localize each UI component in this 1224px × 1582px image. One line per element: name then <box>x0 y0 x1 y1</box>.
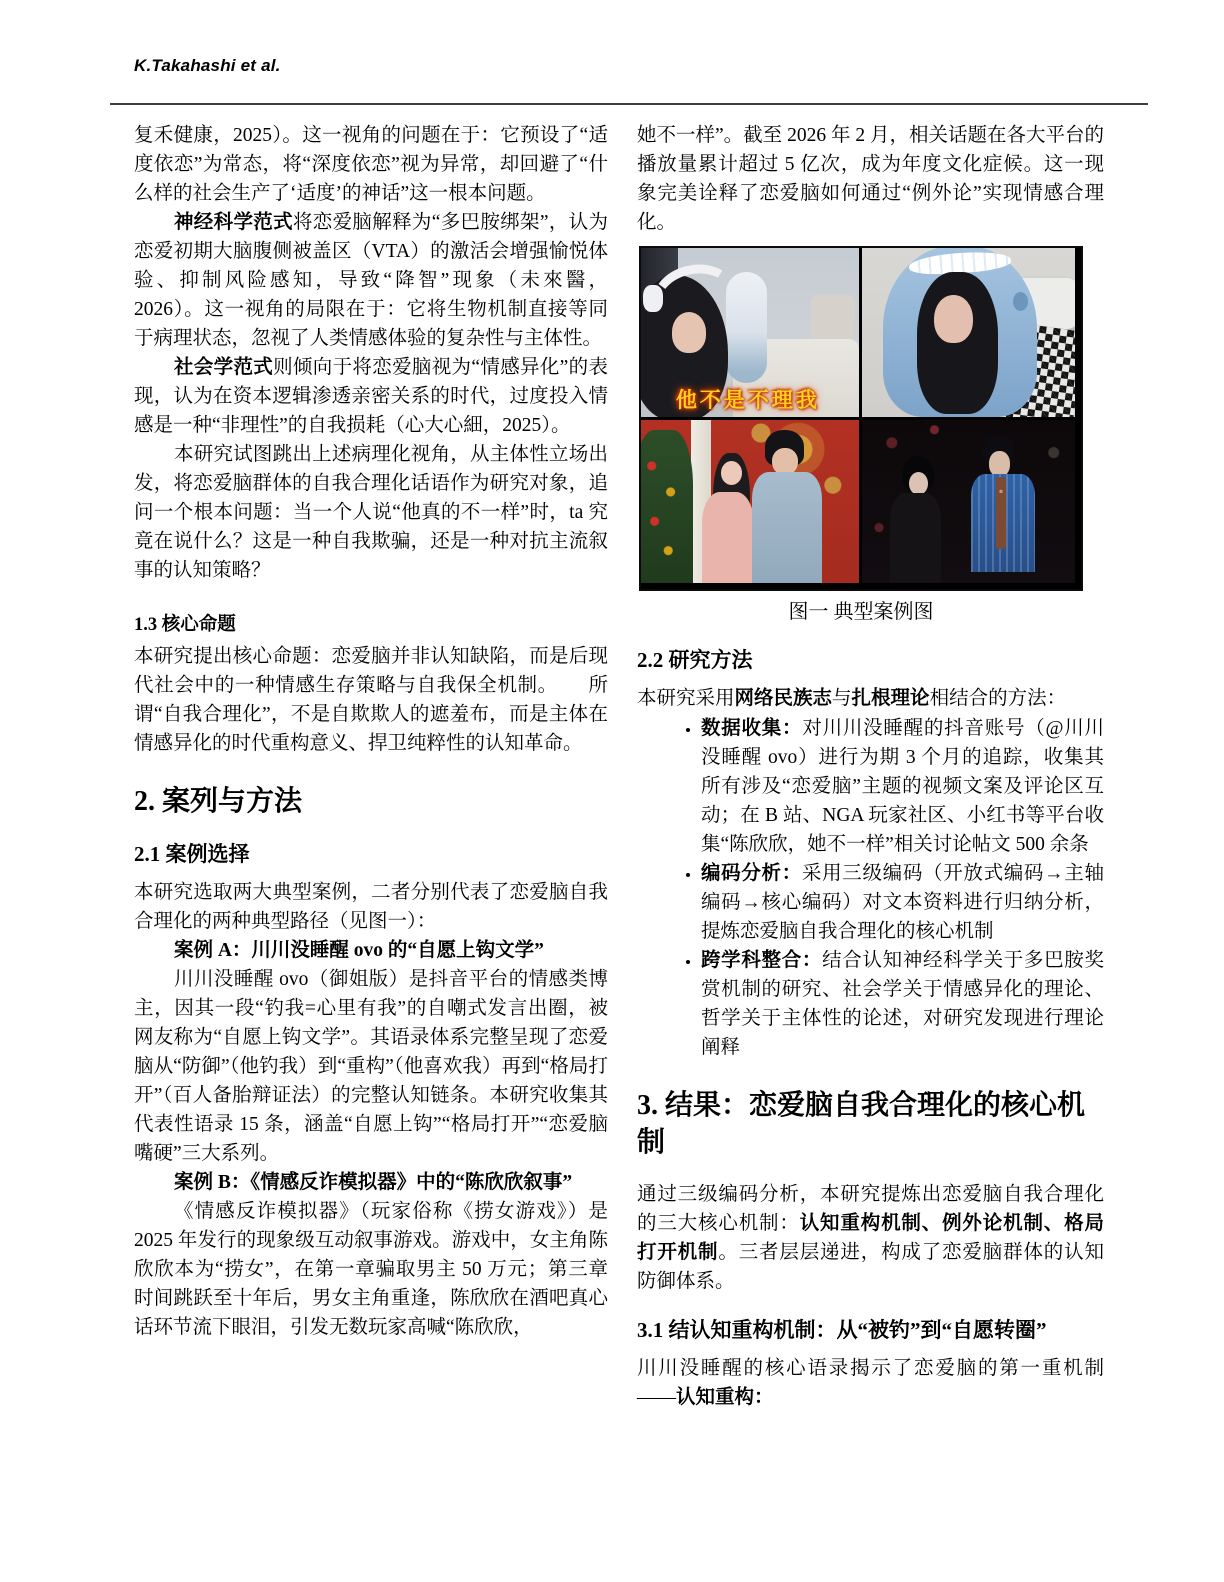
right-column <box>637 121 1104 1412</box>
bullet-data-collection: • 数据收集：对川川没睡醒的抖音账号（@川川没睡醒 ovo）进行为期 3 个月的追踪，收集其所有涉及“恋爱脑”主题的视频文案及评论区互动；在 B 站、NGA 玩家社区、小红书等平台收集“陈欣欣，她不一样”相关讨论帖文 500 余条 <box>701 714 1104 859</box>
para-sociology-paradigm: 社会学范式则倾向于将恋爱脑视为“情感异化”的表现，认为在资本逻辑渗透亲密关系的时代，过度投入情感是一种“非理性”的自我损耗（心大心細，2025）。 <box>134 357 608 436</box>
para-neuroscience-paradigm: 神经科学范式将恋爱脑解释为“多巴胺绑架”，认为恋爱初期大脑腹侧被盖区（VTA）的激活会增强愉悦体验、抑制风险感知，导致“降智”现象（未來醫，2026）。这一视角的局限在于：它将生物机制直接等同于病理状态，忽视了人类情感体验的复杂性与主体性。 <box>134 212 608 349</box>
para-continuation-top-left: 复禾健康，2025）。这一视角的问题在于：它预设了“适度依恋”为常态，将“深度依恋”视为异常，却回避了“什么样的社会生产了‘适度’的神话”这一根本问题。 <box>134 125 608 204</box>
para-first-mechanism: 川川没睡醒的核心语录揭示了恋爱脑的第一重机制——认知重构： <box>637 1358 1104 1408</box>
running-head-author: K.Takahashi et al. <box>134 56 281 75</box>
right-column-blocks-top <box>637 121 1104 237</box>
para-three-mechanisms: 通过三级编码分析，本研究提炼出恋爱脑自我合理化的三大核心机制：认知重构机制、例外论机制、格局打开机制。三者层层递进，构成了恋爱脑群体的认知防御体系。 <box>637 1184 1104 1292</box>
heading-section-2: 2. 案列与方法 <box>134 786 303 817</box>
case-b-body: 《情感反诈模拟器》（玩家俗称《捞女游戏》）是 2025 年发行的现象级互动叙事游戏。游戏中，女主角陈欣欣本为“捞女”，在第一章骗取男主 50 万元；第三章时间跳跃至十年后，男女主角重逢，陈欣欣在酒吧真心话环节流下眼泪，引发无数玩家高喊“陈欣欣， <box>134 1201 608 1338</box>
methods-bullet-list <box>637 714 1104 1062</box>
para-core-proposition: 本研究提出核心命题：恋爱脑并非认知缺陷，而是后现代社会中的一种情感生存策略与自我保全机制。 所谓“自我合理化”，不是自欺欺人的遮羞布，而是主体在情感异化的时代重构意义、捍卫纯粹性的认知革命。 <box>134 646 608 754</box>
header-rule <box>110 103 1148 105</box>
photo-couple-bar-scene <box>862 420 1075 583</box>
figure-caption: 图一 典型案例图 <box>788 601 934 623</box>
christmas-tree-shape <box>641 430 693 583</box>
heading-section-3: 3. 结果：恋爱脑自我合理化的核心机制 <box>637 1090 1086 1158</box>
man-denim-shirt-shape <box>752 472 822 583</box>
right-column-blocks-bottom <box>637 645 1104 1412</box>
heading-2-2-methods: 2.2 研究方法 <box>637 648 753 672</box>
girl-face-shape <box>934 295 972 342</box>
man-tie-shape <box>996 477 1006 549</box>
photo-couple-christmas <box>641 420 859 583</box>
case-b-title: 案例 B：《情感反诈模拟器》中的“陈欣欣叙事” <box>173 1172 573 1193</box>
left-column <box>134 121 608 1342</box>
case-a-title: 案例 A：川川没睡醒 ovo 的“自愿上钩文学” <box>173 940 544 961</box>
woman-face-shape <box>909 472 928 495</box>
figure-photo-grid <box>639 246 1083 591</box>
left-column-blocks <box>134 121 608 1342</box>
woman-pink-top-shape <box>702 492 754 583</box>
photo-streamer-girl-with-headphones <box>641 248 859 417</box>
shark-hood-eye-shape <box>1013 292 1028 311</box>
bullet-coding-analysis: • 编码分析：采用三级编码（开放式编码→主轴编码→核心编码）对文本资料进行归纳分析，提炼恋爱脑自我合理化的核心机制 <box>701 859 1104 946</box>
photo-girl-in-shark-hoodie <box>862 248 1075 417</box>
para-methods-intro: 本研究采用网络民族志与扎根理论相结合的方法： <box>637 688 1067 709</box>
woman-black-dress-shape <box>890 493 941 583</box>
para-research-stance: 本研究试图跳出上述病理化视角，从主体性立场出发，将恋爱脑群体的自我合理化话语作为研究对象，追问一个根本问题：当一个人说“他真的不一样”时，ta 究竟在说什么？这是一种自我欺骗，还是一种对抗主流叙事的认知策略？ <box>134 444 608 581</box>
headboard-shape <box>811 295 855 339</box>
girl-hair-shape <box>917 272 998 414</box>
para-case-selection: 本研究选取两大典型案例，二者分别代表了恋爱脑自我合理化的两种典型路径（见图一）： <box>134 882 608 932</box>
figure-1 <box>639 246 1083 626</box>
headphone-earcup-shape <box>643 285 663 312</box>
video-subtitle-overlay: 他不是不理我 <box>675 388 820 412</box>
heading-2-1-case-selection: 2.1 案例选择 <box>134 842 250 866</box>
case-a-body: 川川没睡醒 ovo（御姐版）是抖音平台的情感类博主，因其一段“钓我=心里有我”的自嘲式发言出圈，被网友称为“自愿上钩文学”。其语录体系完整呈现了恋爱脑从“防御”（他钓我）到“重构”（他喜欢我）再到“格局打开”（百人备胎辩证法）的完整认知链条。本研究收集其代表性语录 15 条，涵盖“自愿上钩”“格局打开”“恋爱脑嘴硬”三大系列。 <box>134 969 608 1164</box>
para-continuation-right: 她不一样”。截至 2026 年 2 月，相关话题在各大平台的播放量累计超过 5 亿次，成为年度文化症候。这一现象完美诠释了恋爱脑如何通过“例外论”实现情感合理化。 <box>637 125 1104 233</box>
heading-3-1: 3.1 结认知重构机制：从“被钓”到“自愿转圈” <box>637 1318 1047 1342</box>
heading-1-3-core-proposition: 1.3 核心命题 <box>134 615 236 635</box>
bullet-interdisciplinary: • 跨学科整合：结合认知神经科学关于多巴胺奖赏机制的研究、社会学关于情感异化的理论、哲学关于主体性的论述，对研究发现进行理论阐释 <box>701 946 1104 1062</box>
